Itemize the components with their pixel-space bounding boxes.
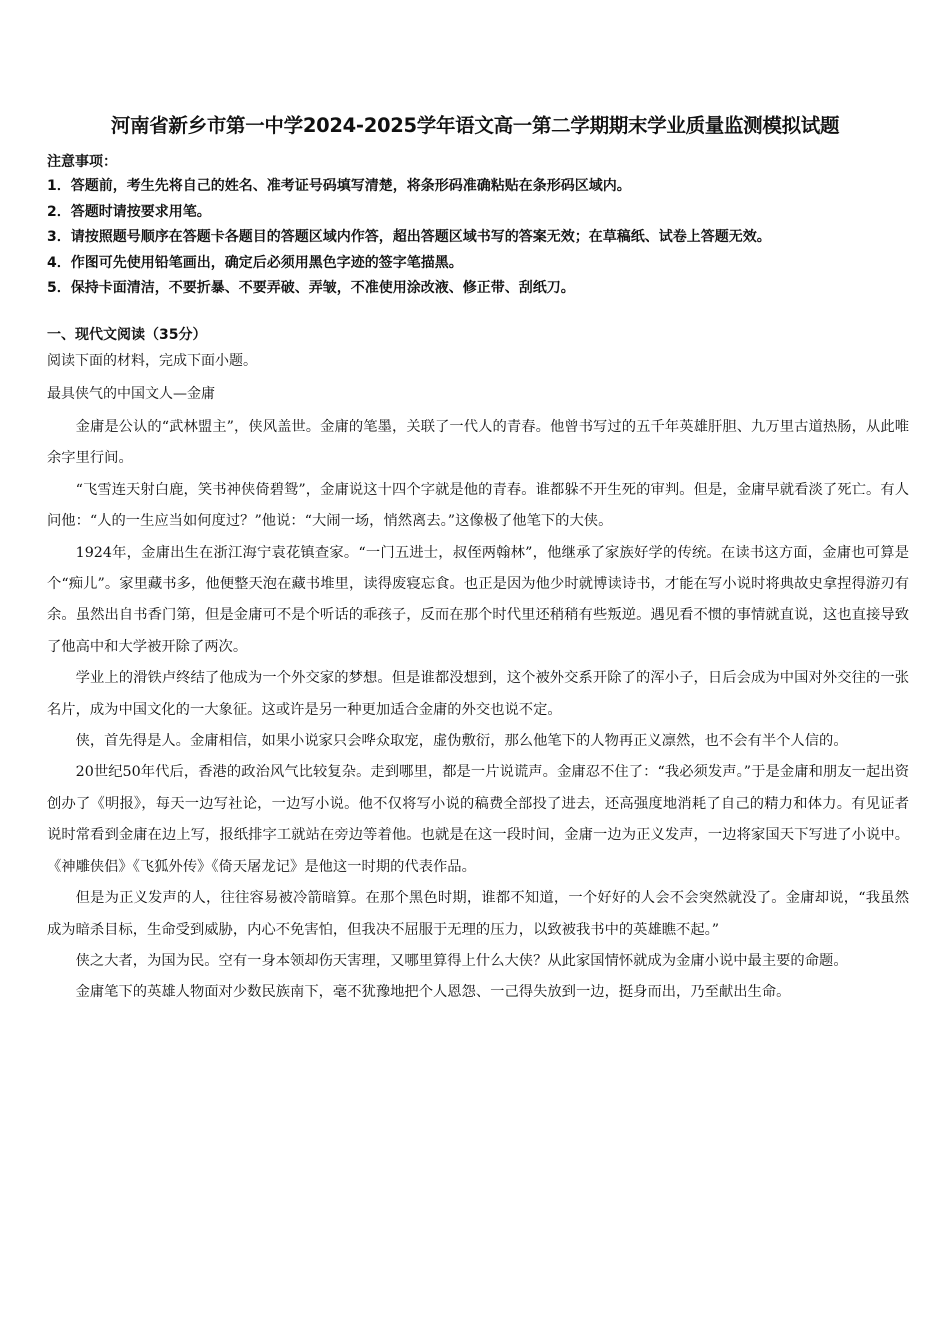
article-paragraph: 但是为正义发声的人，往往容易被冷箭暗算。在那个黑色时期，谁都不知道，一个好好的人会不会突然就没了。金庸却说，“我虽然成为暗杀目标，生命受到威胁，内心不免害怕，但我决不屈服于无理的压力，以致被我书中的英雄瞧不起。” (47, 890, 909, 938)
article-paragraph: 侠之大者，为国为民。空有一身本领却伤天害理，又哪里算得上什么大侠？从此家国情怀就成为金庸小说中最主要的命题。 (75, 952, 848, 969)
article-paragraph: 金庸是公认的“武林盟主”，侠风盖世。金庸的笔墨，关联了一代人的青春。他曾书写过的五千年英雄肝胆、九万里古道热肠，从此唯余字里行间。 (47, 419, 909, 467)
article-paragraph: 20世纪50年代后，香港的政治风气比较复杂。走到哪里，都是一片说谎声。金庸忍不住了：“我必须发声。”于是金庸和朋友一起出资创办了《明报》，每天一边写社论，一边写小说。他不仅将写小说的稿费全部投了进去，还高强度地消耗了自己的精力和体力。有见证者说时常看到金庸在边上写，报纸排字工就站在旁边等着他。也就是在这一段时间，金庸一边为正义发声，一边将家国天下写进了小说中。《神雕侠侣》《飞狐外传》《倚天屠龙记》是他这一时期的代表作品。 (47, 764, 909, 875)
article-title: 最具侠气的中国文人—金庸 (47, 386, 215, 402)
notice-list (47, 174, 917, 302)
section-heading: 一、现代文阅读（35分） (47, 327, 207, 343)
page-title: 河南省新乡市第一中学2024-2025学年语文高一第二学期期末学业质量监测模拟试题 (110, 114, 840, 137)
notice-item: 4．作图可先使用铅笔画出，确定后必须用黑色字迹的签字笔描黑。 (47, 254, 463, 271)
article-paragraph: 学业上的滑铁卢终结了他成为一个外交家的梦想。但是谁都没想到，这个被外交系开除了的浑小子，日后会成为中国对外交往的一张名片，成为中国文化的一大象征。这或许是另一种更加适合金庸的外交也说不定。 (47, 670, 909, 718)
notice-heading: 注意事项： (47, 154, 117, 170)
article-paragraph: “飞雪连天射白鹿，笑书神侠倚碧鸳”，金庸说这十四个字就是他的青春。谁都躲不开生死的审判。但是，金庸早就看淡了死亡。有人问他：“人的一生应当如何度过？”他说：“大闹一场，悄然离去。”这像极了他笔下的大侠。 (47, 481, 909, 530)
notice-item: 5．保持卡面清洁，不要折暴、不要弄破、弄皱，不准使用涂改液、修正带、刮纸刀。 (47, 280, 575, 296)
notice-item: 3．请按照题号顺序在答题卡各题目的答题区域内作答，超出答题区域书写的答案无效；在草稿纸、试卷上答题无效。 (47, 229, 771, 245)
article-paragraph: 侠，首先得是人。金庸相信，如果小说家只会哗众取宠，虚伪敷衍，那么他笔下的人物再正义凛然，也不会有半个人信的。 (75, 733, 848, 750)
notice-item: 1．答题前，考生先将自己的姓名、准考证号码填写清楚，将条形码准确粘贴在条形码区域内。 (47, 178, 631, 194)
article-paragraph: 金庸笔下的英雄人物面对少数民族南下，毫不犹豫地把个人恩怨、一己得失放到一边，挺身而出，乃至献出生命。 (75, 984, 791, 1001)
section-instruction: 阅读下面的材料，完成下面小题。 (47, 353, 257, 369)
article-body (47, 412, 909, 1009)
article-paragraph: 1924年，金庸出生在浙江海宁袁花镇查家。“一门五进士，叔侄两翰林”，他继承了家族好学的传统。在读书这方面，金庸也可算是个“痴儿”。家里藏书多，他便整天泡在藏书堆里，读得废寝忘食。也正是因为他少时就博读诗书，才能在写小说时将典故史拿捏得游刃有余。虽然出自书香门第，但是金庸可不是个听话的乖孩子，反而在那个时代里还稍稍有些叛逆。遇见看不惯的事情就直说，这也直接导致了他高中和大学被开除了两次。 (47, 544, 909, 655)
notice-item: 2．答题时请按要求用笔。 (47, 203, 211, 220)
